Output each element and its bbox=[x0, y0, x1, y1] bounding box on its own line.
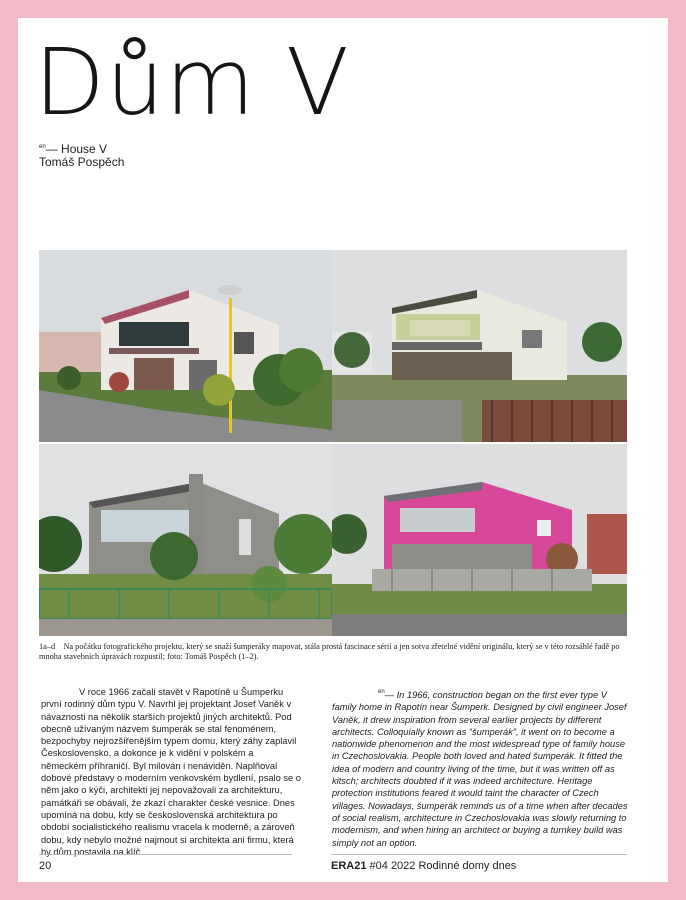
footer-divider-right bbox=[331, 854, 627, 855]
journal-name: ERA21 bbox=[331, 860, 367, 872]
article-title: Dům V bbox=[34, 29, 350, 136]
english-title: — House V bbox=[45, 142, 108, 156]
photo-caption bbox=[39, 642, 629, 662]
journal-info bbox=[331, 860, 516, 872]
photo-house-4 bbox=[332, 444, 627, 636]
czech-body-text: V roce 1966 začali stavět v Rapotíně u Šumperku první rodinný dům typu V. Navrhl jej projektant Josef Vaněk v návaznosti na několik starších projektů jiných architektů. Pod obecně užívaným názvem šumperák se stal fenoménem, bezpochyby nejrozšířenějším typem domu, který záhy zaplavil Československo, a dokonce je k vidění v polském a německém příhraničí. Byl milován i nenáviděn. Naplňoval dobové představy o moderním venkovském bydlení, psalo se o něm jako o kýči, architekti jej nepovažovali za architekturu, památkáři se obávali, že zkazí charakter české vesnice. Dnes upomíná na dobu, kdy se československá architektura po období socialistického realismu vracela k moderně, a zároveň dobu, kdy nebylo možné najmout si architekta ani firmu, která by dům postavila na klíč. bbox=[41, 687, 301, 857]
magazine-page bbox=[18, 18, 668, 882]
journal-issue: #04 2022 Rodinné domy dnes bbox=[369, 860, 517, 872]
page-number: 20 bbox=[39, 860, 52, 872]
caption-credit: foto: Tomáš Pospěch (1–2). bbox=[167, 652, 259, 661]
english-lang-marker: en bbox=[39, 144, 46, 150]
caption-ref: 1a–d bbox=[39, 642, 56, 651]
photo-house-1 bbox=[39, 250, 332, 442]
photo-house-3 bbox=[39, 444, 332, 636]
article-author: Tomáš Pospěch bbox=[39, 155, 125, 169]
photo-house-2 bbox=[332, 250, 627, 442]
caption-text: Na počátku fotografického projektu, který se snaží šumperáky mapovat, stála prostá fascinace sérií a jen sotva zřetelné vidění originálu, který se v této rozsáhlé řadě po mnoha stavebních úpravách rozpustil; bbox=[39, 642, 620, 661]
footer-divider-left bbox=[39, 854, 292, 855]
english-body-text bbox=[332, 686, 632, 849]
english-body-content: — In 1966, construction began on the first ever type V family home in Rapotín near Šumperk. Designed by civil engineer Josef Vaněk, it drew inspiration from several earlier projects by different architects. Colloquially known as “šumperák”, it went on to become a nationwide phenomenon and the most widespread type of family house in Czechoslovakia. People both loved and hated šumperák. It fitted the idea of modern and country living of the time, but it was written off as kitsch; architects doubted if it was indeed architecture. Heritage protection institutions feared it would taint the character of Czech villages. Nowadays, šumperák reminds us of a time when after decades of social realism, architecture in Czechoslovakia was slowly returning to modernism, and when hiring an architect or buying a turnkey build was simply not an option. bbox=[332, 690, 628, 848]
photo-grid bbox=[39, 250, 627, 636]
english-body-marker: en bbox=[378, 689, 385, 695]
